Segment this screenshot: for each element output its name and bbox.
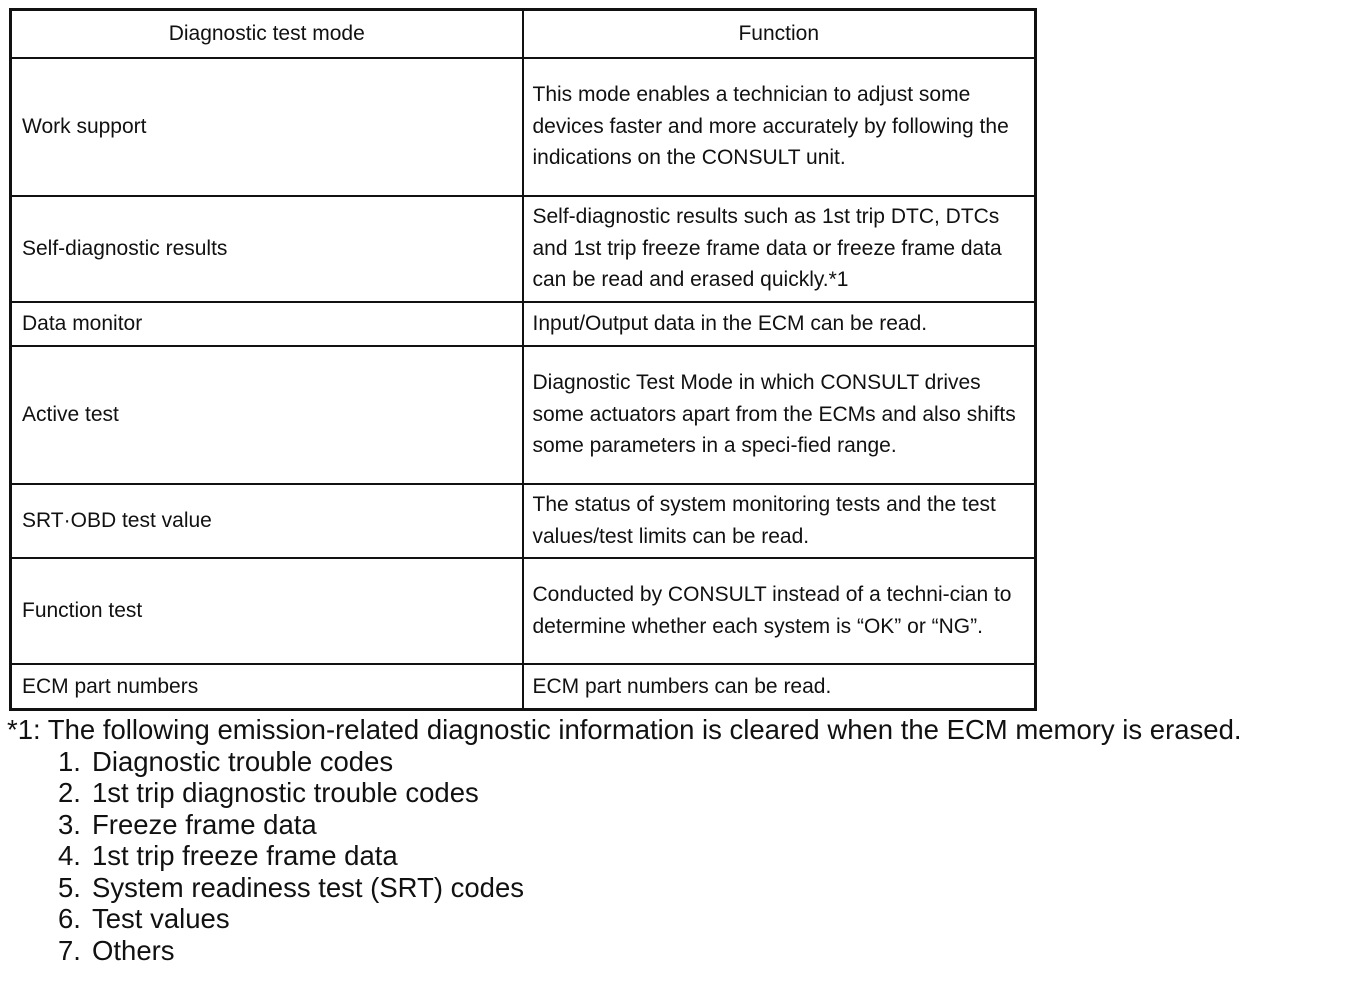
footnote-text: The following emission-related diagnostic information is cleared when the ECM memory is erased.: [47, 714, 1242, 745]
list-item-number: 6.: [58, 903, 81, 934]
function-cell: ECM part numbers can be read.: [523, 664, 1036, 710]
list-item-text: Test values: [92, 903, 230, 934]
list-item: [58, 872, 1357, 904]
table-header-row: [11, 10, 1036, 58]
list-item-text: 1st trip diagnostic trouble codes: [92, 777, 479, 808]
mode-cell: Self-diagnostic results: [11, 196, 523, 302]
table-row: [11, 346, 1036, 484]
table-row: [11, 664, 1036, 710]
function-cell: The status of system monitoring tests and the test values/test limits can be read.: [523, 484, 1036, 558]
list-item: [58, 809, 1357, 841]
mode-cell: Function test: [11, 558, 523, 664]
list-item-number: 3.: [58, 808, 81, 840]
list-item-text: Freeze frame data: [92, 808, 317, 840]
function-cell: Conducted by CONSULT instead of a techni-cian to determine whether each system is “OK” or “NG”.: [523, 558, 1036, 664]
table-row: [11, 484, 1036, 558]
list-item-text: Diagnostic trouble codes: [92, 745, 394, 777]
list-item: [58, 777, 1357, 809]
footnote: [7, 714, 1357, 966]
footnote-marker: *1:: [7, 714, 41, 745]
mode-cell: Work support: [11, 58, 523, 196]
table-row: [11, 196, 1036, 302]
list-item-number: 2.: [58, 777, 81, 808]
mode-cell: Active test: [11, 346, 523, 484]
diagnostic-test-mode-table: [9, 8, 1037, 711]
list-item-number: 4.: [58, 840, 81, 871]
table-row: [11, 558, 1036, 664]
list-item-number: 7.: [58, 934, 81, 966]
footnote-list: [7, 746, 1357, 967]
table-row: [11, 58, 1036, 196]
table-row: [11, 302, 1036, 346]
footnote-heading: [7, 714, 1357, 746]
function-cell: Diagnostic Test Mode in which CONSULT drives some actuators apart from the ECMs and also shifts some parameters in a speci-fied range.: [523, 346, 1036, 484]
header-diagnostic-test-mode: Diagnostic test mode: [11, 10, 523, 58]
list-item: [58, 903, 1357, 935]
mode-cell: Data monitor: [11, 302, 523, 346]
list-item-text: 1st trip freeze frame data: [92, 840, 398, 871]
mode-cell: SRT·OBD test value: [11, 484, 523, 558]
list-item-text: System readiness test (SRT) codes: [92, 871, 525, 903]
list-item: [58, 746, 1357, 778]
list-item-text: Others: [92, 934, 175, 966]
list-item: [58, 935, 1357, 967]
header-function: Function: [523, 10, 1036, 58]
list-item-number: 1.: [58, 745, 81, 777]
function-cell: Self-diagnostic results such as 1st trip DTC, DTCs and 1st trip freeze frame data or freeze frame data can be read and erased quickly.*1: [523, 196, 1036, 302]
function-cell: Input/Output data in the ECM can be read.: [523, 302, 1036, 346]
function-cell: This mode enables a technician to adjust some devices faster and more accurately by following the indications on the CONSULT unit.: [523, 58, 1036, 196]
mode-cell: ECM part numbers: [11, 664, 523, 710]
list-item-number: 5.: [58, 871, 81, 903]
list-item: [58, 840, 1357, 872]
